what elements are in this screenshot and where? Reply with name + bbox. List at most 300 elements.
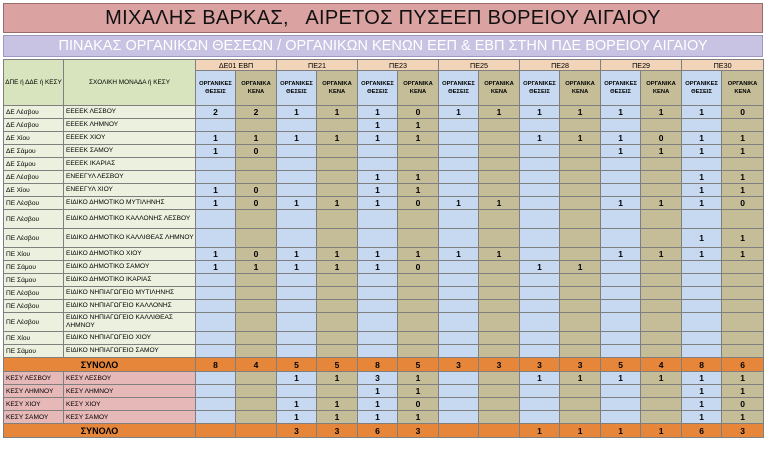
cell-theseis bbox=[439, 158, 479, 171]
cell-kena bbox=[317, 274, 358, 287]
cell-theseis bbox=[520, 300, 560, 313]
header-organikes-theseis: ΟΡΓΑΝΙΚΕΣ ΘΕΣΕΙΣ bbox=[439, 71, 479, 106]
cell-kena bbox=[722, 332, 764, 345]
cell-dpe: ΠΕ Σάμου bbox=[4, 345, 64, 358]
cell-kena: 1 bbox=[560, 372, 601, 385]
cell-theseis: 1 bbox=[601, 372, 641, 385]
cell-theseis bbox=[358, 145, 398, 158]
cell-kena bbox=[641, 287, 682, 300]
cell-kena: 1 bbox=[317, 398, 358, 411]
cell-kena bbox=[236, 210, 277, 229]
cell-theseis bbox=[196, 332, 236, 345]
cell-theseis: 2 bbox=[196, 106, 236, 119]
cell-theseis: 1 bbox=[358, 398, 398, 411]
cell-kena: 0 bbox=[236, 145, 277, 158]
cell-kena: 0 bbox=[398, 261, 439, 274]
cell-kena bbox=[560, 158, 601, 171]
header-group-row bbox=[4, 60, 764, 71]
cell-theseis bbox=[601, 261, 641, 274]
total-cell bbox=[479, 424, 520, 438]
cell-kena bbox=[236, 287, 277, 300]
cell-theseis: 1 bbox=[682, 171, 722, 184]
cell-kena: 0 bbox=[236, 197, 277, 210]
cell-theseis bbox=[520, 119, 560, 132]
cell-kena bbox=[398, 287, 439, 300]
cell-theseis: 1 bbox=[196, 184, 236, 197]
cell-kena bbox=[560, 229, 601, 248]
header-group: ΠΕ21 bbox=[277, 60, 358, 71]
header-organika-kena: ΟΡΓΑΝΙΚΑ ΚΕΝΑ bbox=[398, 71, 439, 106]
cell-theseis: 1 bbox=[277, 132, 317, 145]
header-group: ΔΕ01 ΕΒΠ bbox=[196, 60, 277, 71]
cell-kena bbox=[641, 274, 682, 287]
cell-kena: 0 bbox=[398, 398, 439, 411]
cell-theseis bbox=[682, 119, 722, 132]
header-organika-kena: ΟΡΓΑΝΙΚΑ ΚΕΝΑ bbox=[722, 71, 764, 106]
cell-kena bbox=[479, 158, 520, 171]
header-organikes-theseis: ΟΡΓΑΝΙΚΕΣ ΘΕΣΕΙΣ bbox=[682, 71, 722, 106]
cell-theseis: 1 bbox=[520, 106, 560, 119]
total-cell: 1 bbox=[560, 424, 601, 438]
cell-theseis: 1 bbox=[358, 261, 398, 274]
cell-school: ΕΝΕΕΓΥΛ ΧΙΟΥ bbox=[64, 184, 196, 197]
cell-kesy-name: ΚΕΣΥ ΣΑΜΟΥ bbox=[64, 411, 196, 424]
cell-theseis bbox=[358, 300, 398, 313]
cell-kena bbox=[317, 385, 358, 398]
cell-kena bbox=[560, 313, 601, 332]
cell-theseis bbox=[439, 385, 479, 398]
total-row bbox=[4, 424, 764, 438]
cell-theseis bbox=[682, 158, 722, 171]
cell-school: ΕΙΔΙΚΟ ΝΗΠΙΑΓΩΓΕΙΟ ΚΑΛΛΙΘΕΑΣ ΛΗΜΝΟΥ bbox=[64, 313, 196, 332]
table-row bbox=[4, 332, 764, 345]
cell-kena bbox=[479, 372, 520, 385]
cell-theseis: 1 bbox=[277, 248, 317, 261]
page-subtitle: ΠΙΝΑΚΑΣ ΟΡΓΑΝΙΚΩΝ ΘΕΣΕΩΝ / ΟΡΓΑΝΙΚΩΝ ΚΕΝΩΝ ΕΕΠ & ΕΒΠ ΣΤΗΝ ΠΔΕ ΒΟΡΕΙΟΥ ΑΙΓΑΙΟΥ bbox=[3, 35, 763, 57]
cell-theseis bbox=[196, 372, 236, 385]
cell-kesy: ΚΕΣΥ ΛΕΣΒΟΥ bbox=[4, 372, 64, 385]
cell-theseis bbox=[682, 210, 722, 229]
cell-theseis: 1 bbox=[682, 184, 722, 197]
cell-theseis: 1 bbox=[196, 132, 236, 145]
cell-theseis bbox=[196, 385, 236, 398]
cell-kena bbox=[479, 229, 520, 248]
cell-kesy: ΚΕΣΥ ΛΗΜΝΟΥ bbox=[4, 385, 64, 398]
cell-kena bbox=[479, 210, 520, 229]
cell-kena bbox=[317, 313, 358, 332]
header-organikes-theseis: ΟΡΓΑΝΙΚΕΣ ΘΕΣΕΙΣ bbox=[601, 71, 641, 106]
cell-dpe: ΠΕ Λέσβου bbox=[4, 300, 64, 313]
cell-kena bbox=[479, 345, 520, 358]
cell-theseis: 1 bbox=[277, 106, 317, 119]
cell-theseis bbox=[277, 345, 317, 358]
header-organika-kena: ΟΡΓΑΝΙΚΑ ΚΕΝΑ bbox=[560, 71, 601, 106]
cell-theseis bbox=[439, 372, 479, 385]
cell-theseis bbox=[520, 145, 560, 158]
header-dpe: ΔΠΕ ή ΔΔΕ ή ΚΕΣΥ bbox=[4, 60, 64, 106]
total-cell: 8 bbox=[358, 358, 398, 372]
cell-kena bbox=[236, 345, 277, 358]
cell-theseis bbox=[196, 274, 236, 287]
cell-kena: 1 bbox=[479, 197, 520, 210]
cell-kesy-name: ΚΕΣΥ ΧΙΟΥ bbox=[64, 398, 196, 411]
cell-theseis bbox=[682, 261, 722, 274]
cell-kena: 1 bbox=[722, 385, 764, 398]
cell-kena: 1 bbox=[722, 248, 764, 261]
total-cell: 6 bbox=[722, 358, 764, 372]
cell-kena bbox=[398, 158, 439, 171]
cell-theseis bbox=[439, 184, 479, 197]
cell-kena bbox=[722, 210, 764, 229]
cell-kena bbox=[479, 385, 520, 398]
cell-theseis: 1 bbox=[358, 171, 398, 184]
cell-dpe: ΔΕ Σάμου bbox=[4, 145, 64, 158]
header-organika-kena: ΟΡΓΑΝΙΚΑ ΚΕΝΑ bbox=[317, 71, 358, 106]
cell-theseis bbox=[277, 385, 317, 398]
cell-theseis: 1 bbox=[682, 106, 722, 119]
table-row bbox=[4, 171, 764, 184]
cell-kena bbox=[641, 332, 682, 345]
cell-kena: 1 bbox=[398, 132, 439, 145]
cell-theseis bbox=[682, 332, 722, 345]
cell-kena: 1 bbox=[398, 119, 439, 132]
cell-kena bbox=[560, 287, 601, 300]
cell-kena bbox=[317, 287, 358, 300]
cell-kena bbox=[560, 197, 601, 210]
cell-kena bbox=[317, 345, 358, 358]
cell-theseis bbox=[277, 332, 317, 345]
cell-kena bbox=[641, 411, 682, 424]
cell-kena bbox=[479, 145, 520, 158]
total-cell: 3 bbox=[277, 424, 317, 438]
table-row bbox=[4, 145, 764, 158]
kesy-row bbox=[4, 411, 764, 424]
cell-school: ΕΝΕΕΓΥΛ ΛΕΣΒΟΥ bbox=[64, 171, 196, 184]
total-cell: 4 bbox=[236, 358, 277, 372]
cell-kena bbox=[560, 411, 601, 424]
cell-kena bbox=[560, 345, 601, 358]
cell-theseis: 1 bbox=[601, 145, 641, 158]
cell-kena bbox=[560, 332, 601, 345]
cell-kena bbox=[236, 372, 277, 385]
cell-kena bbox=[317, 210, 358, 229]
cell-kena bbox=[641, 158, 682, 171]
cell-kena: 1 bbox=[641, 106, 682, 119]
cell-kena: 1 bbox=[560, 261, 601, 274]
cell-theseis: 1 bbox=[520, 372, 560, 385]
cell-kena bbox=[317, 171, 358, 184]
cell-kena bbox=[479, 274, 520, 287]
cell-theseis bbox=[196, 171, 236, 184]
cell-kesy-name: ΚΕΣΥ ΛΗΜΝΟΥ bbox=[64, 385, 196, 398]
cell-kena: 1 bbox=[317, 197, 358, 210]
header-organikes-theseis: ΟΡΓΑΝΙΚΕΣ ΘΕΣΕΙΣ bbox=[520, 71, 560, 106]
cell-theseis: 1 bbox=[682, 398, 722, 411]
cell-school: ΕΙΔΙΚΟ ΔΗΜΟΤΙΚΟ ΧΙΟΥ bbox=[64, 248, 196, 261]
cell-theseis bbox=[682, 300, 722, 313]
cell-kena bbox=[236, 300, 277, 313]
cell-theseis bbox=[439, 313, 479, 332]
cell-kena bbox=[317, 119, 358, 132]
table-row bbox=[4, 261, 764, 274]
cell-kena bbox=[641, 210, 682, 229]
cell-kena: 1 bbox=[398, 171, 439, 184]
cell-theseis: 1 bbox=[601, 197, 641, 210]
cell-theseis: 1 bbox=[601, 248, 641, 261]
cell-kena bbox=[479, 313, 520, 332]
cell-kena bbox=[317, 229, 358, 248]
cell-theseis bbox=[520, 313, 560, 332]
cell-theseis bbox=[601, 287, 641, 300]
cell-theseis bbox=[601, 119, 641, 132]
page-title: ΜΙΧΑΛΗΣ ΒΑΡΚΑΣ, ΑΙΡΕΤΟΣ ΠΥΣΕΕΠ ΒΟΡΕΙΟΥ ΑΙΓΑΙΟΥ bbox=[3, 3, 763, 33]
cell-theseis bbox=[520, 385, 560, 398]
header-group: ΠΕ30 bbox=[682, 60, 764, 71]
cell-theseis: 1 bbox=[520, 261, 560, 274]
cell-kena bbox=[236, 171, 277, 184]
cell-theseis bbox=[439, 229, 479, 248]
cell-kena: 1 bbox=[722, 132, 764, 145]
cell-kena bbox=[479, 261, 520, 274]
cell-theseis: 1 bbox=[358, 184, 398, 197]
cell-kena: 1 bbox=[317, 248, 358, 261]
cell-theseis: 1 bbox=[196, 145, 236, 158]
cell-theseis bbox=[277, 287, 317, 300]
total-row bbox=[4, 358, 764, 372]
cell-dpe: ΠΕ Λέσβου bbox=[4, 313, 64, 332]
table-row bbox=[4, 313, 764, 332]
cell-theseis bbox=[520, 248, 560, 261]
cell-kena bbox=[560, 300, 601, 313]
cell-theseis bbox=[601, 274, 641, 287]
cell-kena bbox=[236, 274, 277, 287]
cell-theseis: 1 bbox=[358, 106, 398, 119]
cell-school: ΕΙΔΙΚΟ ΝΗΠΙΑΓΩΓΕΙΟ ΣΑΜΟΥ bbox=[64, 345, 196, 358]
cell-kena: 1 bbox=[641, 145, 682, 158]
cell-theseis bbox=[439, 132, 479, 145]
total-cell: 1 bbox=[520, 424, 560, 438]
total-cell bbox=[439, 424, 479, 438]
cell-kena: 1 bbox=[722, 145, 764, 158]
cell-theseis bbox=[277, 210, 317, 229]
cell-theseis bbox=[601, 345, 641, 358]
cell-kena bbox=[236, 385, 277, 398]
cell-theseis: 1 bbox=[682, 145, 722, 158]
cell-theseis bbox=[358, 158, 398, 171]
table-row bbox=[4, 210, 764, 229]
total-cell: 3 bbox=[317, 424, 358, 438]
cell-kena: 1 bbox=[722, 229, 764, 248]
total-cell bbox=[196, 424, 236, 438]
cell-kena bbox=[236, 229, 277, 248]
cell-kena bbox=[317, 158, 358, 171]
cell-kena bbox=[479, 332, 520, 345]
cell-kena: 1 bbox=[398, 248, 439, 261]
cell-theseis bbox=[439, 171, 479, 184]
cell-school: ΕΙΔΙΚΟ ΔΗΜΟΤΙΚΟ ΜΥΤΙΛΗΝΗΣ bbox=[64, 197, 196, 210]
cell-theseis bbox=[196, 158, 236, 171]
total-cell: 8 bbox=[196, 358, 236, 372]
cell-kena bbox=[236, 411, 277, 424]
table-row bbox=[4, 229, 764, 248]
cell-kena bbox=[317, 145, 358, 158]
cell-dpe: ΠΕ Χίου bbox=[4, 332, 64, 345]
total-cell: 5 bbox=[277, 358, 317, 372]
cell-theseis bbox=[358, 313, 398, 332]
cell-kena bbox=[398, 274, 439, 287]
cell-theseis bbox=[601, 411, 641, 424]
cell-dpe: ΔΕ Λέσβου bbox=[4, 171, 64, 184]
cell-kena bbox=[641, 261, 682, 274]
cell-theseis bbox=[601, 300, 641, 313]
header-group: ΠΕ28 bbox=[520, 60, 601, 71]
cell-kena: 1 bbox=[479, 248, 520, 261]
cell-kena bbox=[479, 184, 520, 197]
cell-theseis bbox=[682, 287, 722, 300]
table-row bbox=[4, 132, 764, 145]
cell-kena: 1 bbox=[479, 106, 520, 119]
cell-kena bbox=[722, 300, 764, 313]
cell-theseis bbox=[277, 300, 317, 313]
cell-school: ΕΙΔΙΚΟ ΝΗΠΙΑΓΩΓΕΙΟ ΜΥΤΙΛΗΝΗΣ bbox=[64, 287, 196, 300]
cell-dpe: ΠΕ Λέσβου bbox=[4, 229, 64, 248]
cell-kena bbox=[560, 248, 601, 261]
cell-kena bbox=[641, 184, 682, 197]
cell-theseis bbox=[601, 313, 641, 332]
cell-theseis bbox=[520, 411, 560, 424]
cell-theseis bbox=[358, 287, 398, 300]
cell-school: ΕΙΔΙΚΟ ΝΗΠΙΑΓΩΓΕΙΟ ΧΙΟΥ bbox=[64, 332, 196, 345]
cell-theseis: 1 bbox=[277, 411, 317, 424]
total-cell: 4 bbox=[641, 358, 682, 372]
cell-kena bbox=[560, 145, 601, 158]
cell-theseis: 1 bbox=[682, 229, 722, 248]
cell-dpe: ΠΕ Σάμου bbox=[4, 274, 64, 287]
cell-theseis bbox=[358, 345, 398, 358]
cell-kena: 2 bbox=[236, 106, 277, 119]
cell-theseis bbox=[520, 158, 560, 171]
header-group: ΠΕ29 bbox=[601, 60, 682, 71]
cell-kena bbox=[560, 184, 601, 197]
cell-theseis: 1 bbox=[277, 372, 317, 385]
total-cell bbox=[236, 424, 277, 438]
cell-kena bbox=[317, 184, 358, 197]
cell-dpe: ΔΕ Λέσβου bbox=[4, 119, 64, 132]
header-group: ΠΕ23 bbox=[358, 60, 439, 71]
total-cell: 5 bbox=[317, 358, 358, 372]
cell-kena: 0 bbox=[398, 197, 439, 210]
header-organika-kena: ΟΡΓΑΝΙΚΑ ΚΕΝΑ bbox=[479, 71, 520, 106]
cell-school: ΕΙΔΙΚΟ ΔΗΜΟΤΙΚΟ ΙΚΑΡΙΑΣ bbox=[64, 274, 196, 287]
cell-kena: 0 bbox=[398, 106, 439, 119]
cell-theseis: 1 bbox=[682, 411, 722, 424]
cell-theseis bbox=[601, 398, 641, 411]
cell-kena bbox=[479, 132, 520, 145]
cell-dpe: ΔΕ Χίου bbox=[4, 184, 64, 197]
cell-kena bbox=[722, 345, 764, 358]
cell-theseis bbox=[439, 300, 479, 313]
cell-kena: 1 bbox=[722, 184, 764, 197]
cell-theseis bbox=[277, 229, 317, 248]
cell-theseis bbox=[520, 171, 560, 184]
total-label: ΣΥΝΟΛΟ bbox=[4, 424, 196, 438]
cell-theseis: 1 bbox=[682, 132, 722, 145]
cell-theseis bbox=[196, 411, 236, 424]
cell-theseis: 1 bbox=[358, 197, 398, 210]
cell-theseis bbox=[358, 274, 398, 287]
total-cell: 5 bbox=[601, 358, 641, 372]
cell-kena: 1 bbox=[317, 261, 358, 274]
cell-dpe: ΔΕ Σάμου bbox=[4, 158, 64, 171]
cell-dpe: ΠΕ Λέσβου bbox=[4, 210, 64, 229]
cell-kena: 0 bbox=[236, 248, 277, 261]
cell-theseis bbox=[601, 210, 641, 229]
cell-theseis: 1 bbox=[196, 197, 236, 210]
cell-kena bbox=[641, 345, 682, 358]
cell-kena: 0 bbox=[236, 184, 277, 197]
cell-theseis bbox=[520, 274, 560, 287]
table-row bbox=[4, 106, 764, 119]
cell-kena bbox=[398, 332, 439, 345]
cell-theseis: 1 bbox=[358, 385, 398, 398]
cell-theseis bbox=[520, 229, 560, 248]
cell-kena bbox=[560, 398, 601, 411]
table-row bbox=[4, 119, 764, 132]
cell-school: ΕΙΔΙΚΟ ΝΗΠΙΑΓΩΓΕΙΟ ΚΑΛΛΟΝΗΣ bbox=[64, 300, 196, 313]
cell-school: ΕΕΕΕΚ ΛΕΣΒΟΥ bbox=[64, 106, 196, 119]
cell-kena: 0 bbox=[722, 197, 764, 210]
cell-theseis: 1 bbox=[277, 261, 317, 274]
cell-theseis bbox=[520, 398, 560, 411]
cell-dpe: ΠΕ Σάμου bbox=[4, 261, 64, 274]
cell-theseis bbox=[439, 261, 479, 274]
cell-kena bbox=[722, 261, 764, 274]
cell-theseis bbox=[520, 184, 560, 197]
cell-kena bbox=[317, 332, 358, 345]
cell-theseis bbox=[520, 287, 560, 300]
cell-kena: 1 bbox=[641, 372, 682, 385]
total-cell: 6 bbox=[358, 424, 398, 438]
cell-theseis: 1 bbox=[520, 132, 560, 145]
cell-kena: 1 bbox=[722, 372, 764, 385]
total-cell: 1 bbox=[641, 424, 682, 438]
cell-kena bbox=[236, 332, 277, 345]
header-group: ΠΕ25 bbox=[439, 60, 520, 71]
cell-kena: 0 bbox=[641, 132, 682, 145]
cell-dpe: ΔΕ Λέσβου bbox=[4, 106, 64, 119]
cell-kesy: ΚΕΣΥ ΣΑΜΟΥ bbox=[4, 411, 64, 424]
cell-kena: 1 bbox=[398, 411, 439, 424]
cell-theseis bbox=[439, 398, 479, 411]
header-organika-kena: ΟΡΓΑΝΙΚΑ ΚΕΝΑ bbox=[641, 71, 682, 106]
cell-kena bbox=[479, 171, 520, 184]
cell-kena bbox=[722, 158, 764, 171]
table-body bbox=[4, 106, 764, 438]
cell-dpe: ΠΕ Λέσβου bbox=[4, 197, 64, 210]
cell-kena bbox=[722, 287, 764, 300]
table-row bbox=[4, 300, 764, 313]
cell-theseis: 1 bbox=[358, 248, 398, 261]
cell-kena bbox=[398, 300, 439, 313]
cell-dpe: ΠΕ Χίου bbox=[4, 248, 64, 261]
cell-theseis: 1 bbox=[439, 248, 479, 261]
cell-theseis bbox=[196, 300, 236, 313]
cell-kena bbox=[398, 313, 439, 332]
header-organikes-theseis: ΟΡΓΑΝΙΚΕΣ ΘΕΣΕΙΣ bbox=[358, 71, 398, 106]
cell-kena bbox=[722, 119, 764, 132]
cell-kena: 1 bbox=[317, 106, 358, 119]
cell-kena bbox=[560, 171, 601, 184]
